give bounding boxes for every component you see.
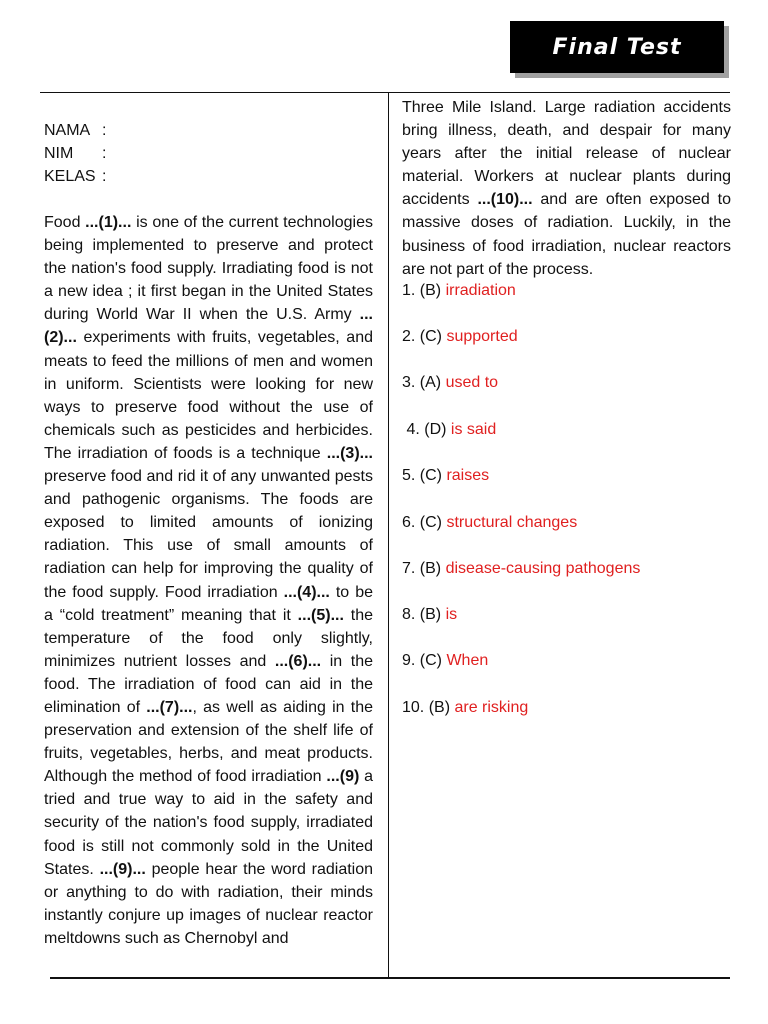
passage-text: in the food. The irradiation of food can aid in the elimination of: [44, 652, 373, 716]
answer-number: 10. (B): [402, 699, 455, 716]
blank-marker: ...(10)...: [477, 191, 533, 209]
answer-item: [402, 464, 489, 487]
answer-number: 6. (C): [402, 514, 447, 531]
answer-text: is: [445, 606, 458, 623]
answer-text: structural changes: [446, 514, 578, 531]
passage-text: , as well as aiding in the preservation and extension of the shelf life of fruits, vegetables, herbs, and meat products. Although the method of food irradiation: [44, 698, 374, 786]
answer-item: [402, 418, 496, 441]
top-rule: [40, 92, 730, 93]
answer-text: When: [446, 652, 489, 669]
answer-number: 1. (B): [402, 282, 446, 299]
field-nama: [44, 119, 106, 142]
blank-marker: ...(3)...: [326, 444, 373, 462]
answer-number: 2. (C): [402, 328, 447, 345]
answer-item: [402, 511, 577, 534]
blank-marker: ...(7)...: [146, 698, 193, 716]
answer-number: 9. (C): [402, 652, 447, 669]
blank-marker: ...(5)...: [297, 606, 344, 624]
field-label: KELAS: [44, 168, 96, 185]
answer-item: [402, 696, 528, 719]
answer-text: used to: [445, 374, 499, 391]
field-label: NIM: [44, 145, 74, 162]
answer-item: [402, 325, 518, 348]
reading-passage: [44, 211, 373, 950]
answer-number: 3. (A): [402, 374, 446, 391]
blank-marker: ...(9): [326, 768, 360, 786]
passage-text: is one of the current technologies being implemented to preserve and protect the nation's food supply. Irradiating food is not a new idea ; it first began in the United States during World War II when the U.S. Army: [44, 214, 373, 324]
field-kelas: [44, 165, 106, 188]
blank-marker: ...(1)...: [85, 214, 132, 231]
answer-number: 5. (C): [402, 467, 447, 484]
column-divider: [388, 93, 389, 977]
answer-text: is said: [450, 421, 497, 438]
passage-text: Food: [44, 214, 86, 231]
passage-text: experiments with fruits, vegetables, and meats to feed the millions of men and women in uniform. Scientists were looking for new ways to preserve food without the use of chemicals such as pesticides and herbicides. The irradiation of foods is a technique: [44, 329, 373, 462]
field-label: NAMA: [44, 122, 91, 139]
bottom-rule: [50, 977, 730, 979]
answer-item: [402, 371, 498, 394]
answer-number: 8. (B): [402, 606, 446, 623]
blank-marker: ...(6)...: [274, 652, 322, 670]
passage-text: people hear the word radiation or anything to do with radiation, their minds instantly conjure up images of nuclear reactor meltdowns such as Chernobyl and: [44, 860, 374, 947]
field-nim: [44, 142, 106, 165]
page-title: Final Test: [552, 34, 682, 60]
answer-text: raises: [446, 467, 490, 484]
field-separator: :: [102, 145, 107, 162]
blank-marker: ...(9)...: [99, 860, 146, 878]
answer-number: 4. (D): [402, 421, 451, 438]
title-box: [510, 21, 724, 73]
passage-text: a tried and true way to aid in the safety and security of the nation's food supply, irradiated food is still not commonly sold in the United States.: [44, 768, 374, 878]
reading-passage-continuation: [402, 96, 731, 281]
field-separator: :: [102, 122, 107, 139]
answer-item: [402, 603, 457, 626]
passage-text: and are often exposed to massive doses of radiation. Luckily, in the business of food irradiation, nuclear reactors are not part of the process.: [402, 191, 731, 278]
answer-text: irradiation: [445, 282, 516, 299]
answer-item: [402, 557, 640, 580]
passage-text: Three Mile Island. Large radiation accidents bring illness, death, and despair for many years after the initial release of nuclear material. Workers at nuclear plants during accidents: [402, 99, 731, 209]
answer-number: 7. (B): [402, 560, 446, 577]
blank-marker: ...(2)...: [44, 306, 373, 347]
answer-text: are risking: [454, 699, 529, 716]
answer-item: [402, 279, 516, 302]
passage-text: to be a “cold treatment” meaning that it: [44, 583, 374, 624]
passage-text: preserve food and rid it of any unwanted pests and pathogenic organisms. The foods are exposed to limited amounts of ionizing radiation. This use of small amounts of radiation can help for improving the quality of the food supply. Food irradiation: [44, 468, 373, 601]
blank-marker: ...(4)...: [283, 583, 330, 601]
answer-item: [402, 649, 488, 672]
student-info-fields: [44, 119, 106, 188]
answer-text: supported: [446, 328, 518, 345]
field-separator: :: [102, 168, 107, 185]
answer-text: disease-causing pathogens: [445, 560, 641, 577]
passage-text: the temperature of the food only slightly, minimizes nutrient losses and: [44, 606, 373, 670]
